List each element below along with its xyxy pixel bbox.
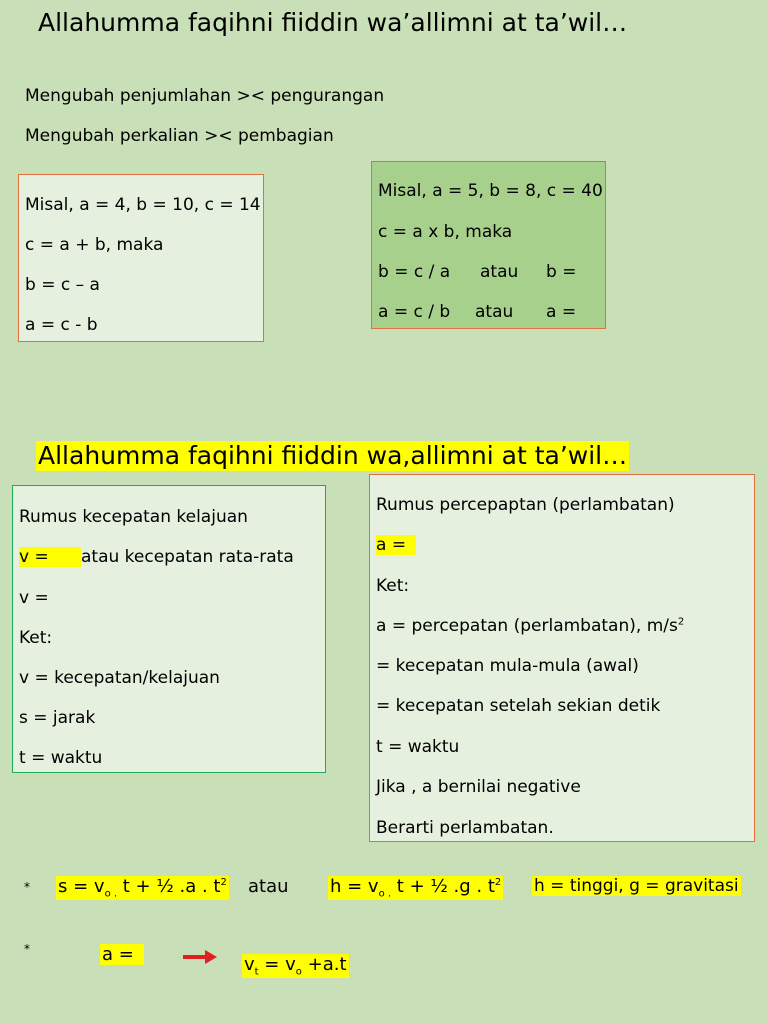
displacement-formula-part: t + ½ .a . t [117, 876, 221, 897]
multiplication-example-line: Misal, a = 5, b = 8, c = 40 [378, 181, 603, 201]
speed-def-t: t = waktu [19, 748, 103, 768]
multiplication-a-alt: a = [546, 302, 577, 322]
speed-formula-rest: atau kecepatan rata-rata [81, 547, 294, 567]
addition-example-line: a = c - b [25, 315, 98, 335]
acceleration-note-negative: Jika , a bernilai negative [376, 777, 581, 797]
acceleration-note-slowdown: Berarti perlambatan. [376, 818, 554, 838]
speed-formula-alt: v = [19, 588, 49, 608]
final-velocity-subscript: o [295, 966, 302, 978]
displacement-formula-subscript: o . [104, 888, 118, 900]
height-formula-superscript: 2 [494, 877, 502, 888]
speed-formula-highlight: v = [19, 547, 81, 567]
multiplication-b-formula: b = c / a [378, 262, 451, 282]
acceleration-def-v0: = kecepatan mula-mula (awal) [376, 656, 639, 676]
speed-ket-label: Ket: [19, 628, 53, 648]
displacement-formula [56, 876, 229, 900]
height-formula-part: t + ½ .g . t [391, 876, 495, 897]
acceleration-formula-box [369, 474, 755, 842]
acceleration-def-a: a = percepatan (perlambatan), m/s [376, 616, 678, 636]
section-title: Allahumma faqihni fiiddin wa,allimni at ta’wil… [38, 441, 628, 470]
acceleration-def-vt: = kecepatan setelah sekian detik [376, 696, 661, 716]
multiplication-example-line: c = a x b, maka [378, 222, 513, 242]
page-title: Allahumma faqihni fiiddin wa’allimni at ta’wil… [38, 8, 628, 37]
acceleration-formula-highlight: a = [376, 535, 416, 555]
height-formula-part: h = v [330, 876, 379, 897]
bullet-marker: * [24, 880, 30, 894]
addition-example-line: c = a + b, maka [25, 235, 164, 255]
arrow-right-icon [183, 950, 217, 964]
speed-def-v: v = kecepatan/kelajuan [19, 668, 220, 688]
or-label: atau [248, 876, 289, 897]
final-velocity-part: v [244, 954, 255, 975]
multiplication-b-alt: b = [546, 262, 577, 282]
speed-def-s: s = jarak [19, 708, 96, 728]
final-velocity-formula [242, 954, 349, 978]
multiplication-or-label: atau [475, 302, 514, 322]
addition-example-line: b = c – a [25, 275, 100, 295]
final-velocity-part: = v [258, 954, 296, 975]
addition-example-box [18, 174, 264, 342]
acceleration-heading: Rumus percepaptan (perlambatan) [376, 495, 675, 515]
intro-line-multiplication: Mengubah perkalian >< pembagian [25, 126, 334, 146]
acceleration-eq-highlight: a = [100, 944, 144, 965]
height-formula [328, 876, 503, 900]
height-formula-subscript: o . [378, 888, 392, 900]
acceleration-ket-label: Ket: [376, 576, 410, 596]
final-velocity-subscript: t [254, 966, 259, 978]
multiplication-example-box [371, 161, 606, 329]
acceleration-def-a-superscript: 2 [677, 616, 685, 628]
addition-example-line: Misal, a = 4, b = 10, c = 14 [25, 195, 261, 215]
displacement-formula-superscript: 2 [220, 877, 227, 888]
intro-line-addition: Mengubah penjumlahan >< pengurangan [25, 86, 385, 106]
speed-heading: Rumus kecepatan kelajuan [19, 507, 248, 527]
acceleration-def-t: t = waktu [376, 737, 460, 757]
speed-formula-box [12, 485, 326, 773]
bullet-marker: * [24, 942, 30, 956]
height-gravity-legend: h = tinggi, g = gravitasi [534, 876, 739, 896]
final-velocity-part: +a.t [301, 954, 347, 975]
multiplication-a-formula: a = c / b [378, 302, 451, 322]
displacement-formula-part: s = v [58, 876, 105, 897]
multiplication-or-label: atau [480, 262, 519, 282]
